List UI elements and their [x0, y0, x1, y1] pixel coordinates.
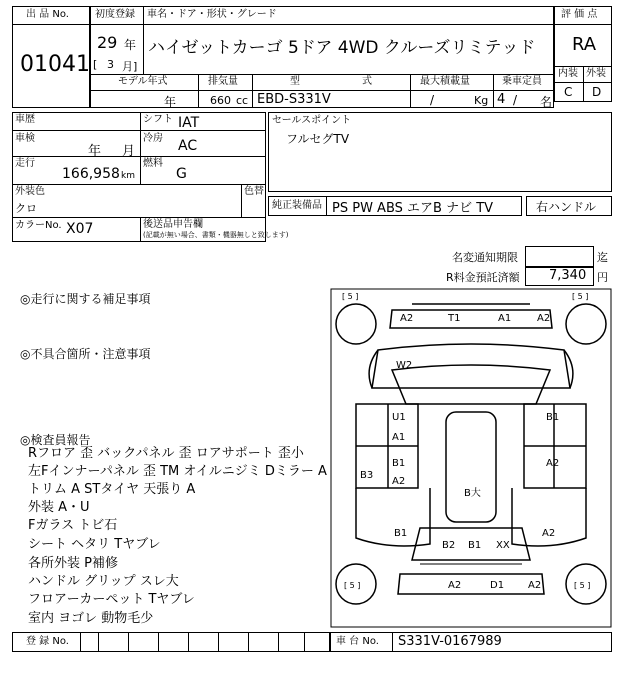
car-name-label: 車名・ドア・形状・グレード [147, 9, 277, 20]
left-side-mark: B3 [360, 470, 374, 481]
recycle-unit: 円 [597, 271, 608, 284]
capacity-unit: 名 [540, 95, 553, 109]
inspector-note-line: 各所外装 P補修 [28, 556, 118, 571]
recycle-label: R料金預託済額 [446, 271, 520, 284]
model-year-label: モデル年式 [118, 76, 168, 87]
aftermarket-note: (記載が無い場合、書類・機器無しと致します) [143, 231, 289, 239]
interior-grade: C [564, 85, 573, 99]
roof-mark: B大 [464, 488, 481, 499]
name-change-label: 名変通知期限 [452, 251, 518, 264]
front-mark: A2 [400, 313, 414, 324]
recolor-label: 色替 [244, 186, 264, 197]
capacity-label: 乗車定員 [502, 76, 542, 87]
tire-bottom-left-label: [ 5 ] [344, 581, 361, 590]
exterior-label: 外装 [586, 68, 606, 79]
front-mark: T1 [448, 313, 461, 324]
windshield-mark: W2 [396, 360, 413, 371]
rear-bumper-mark: A2 [448, 580, 462, 591]
model-code: EBD-S331V [257, 92, 331, 107]
equipment-label: 純正装備品 [272, 200, 322, 211]
history-label: 車歴 [15, 114, 35, 125]
color-number-label: カラーNo. [15, 220, 62, 231]
rear-bumper-mark: D1 [490, 580, 505, 591]
exterior-grade: D [592, 85, 602, 99]
mileage: 166,958 [62, 166, 120, 182]
rear-right-quarter-mark: A2 [542, 528, 556, 539]
sales-point-label: セールスポイント [272, 115, 352, 126]
front-mark: A2 [537, 313, 551, 324]
registration-year: 29 [97, 33, 118, 52]
front-right-door-mark: B1 [546, 412, 560, 423]
color-label: 外装色 [15, 186, 45, 197]
mileage-label: 走行 [15, 158, 35, 169]
chassis-number: S331V-0167989 [398, 634, 502, 649]
aircon-label: 冷房 [143, 133, 163, 144]
car-name: ハイゼットカーゴ 5ドア 4WD クルーズリミテッド [148, 38, 536, 58]
shift-label: シフト [143, 114, 173, 125]
max-load-unit: Kg [474, 94, 489, 107]
lot-number-label: 出 品 No. [26, 9, 69, 20]
inspector-note-line: 室内 ヨゴレ 動物毛少 [28, 611, 154, 626]
rear-door-mark: XX [496, 540, 510, 551]
rear-door-mark: B1 [468, 540, 482, 551]
inspection-month-unit: 月 [122, 144, 136, 159]
tire-top-right-label: [ 5 ] [572, 292, 589, 301]
capacity-sep: / [513, 93, 518, 107]
tire-bottom-right-label: [ 5 ] [574, 581, 591, 590]
inspector-notes-title: ◎検査員報告 [20, 433, 91, 447]
front-mark: A1 [498, 313, 512, 324]
equipment: PS PW ABS エアB ナビ TV [332, 201, 494, 216]
rear-bumper-mark: A2 [528, 580, 542, 591]
max-load-label: 最大積載量 [420, 76, 470, 87]
color: クロ [15, 202, 37, 215]
front-left-door-mark-2: A1 [392, 432, 406, 443]
defects-notes-title: ◎不具合箇所・注意事項 [20, 347, 151, 361]
fuel: G [176, 166, 187, 182]
inspector-note-line: トリム A STタイヤ 天張り A [28, 482, 196, 497]
type-label-2: 式 [362, 76, 372, 87]
inspection-year-unit: 年 [88, 144, 102, 159]
aftermarket-label: 後送品申告欄 [143, 219, 203, 230]
driving-notes-title: ◎走行に関する補足事項 [20, 292, 151, 306]
capacity: 4 [497, 92, 506, 107]
rear-door-mark: B2 [442, 540, 456, 551]
steering: 右ハンドル [536, 200, 597, 214]
tire-top-left-label: [ 5 ] [342, 292, 359, 301]
inspector-note-line: Rフロア 歪 バックパネル 歪 ロアサポート 歪小 [28, 446, 304, 461]
front-left-door-mark: U1 [392, 412, 406, 423]
type-label: 型 [290, 76, 300, 87]
displacement-label: 排気量 [208, 76, 238, 87]
recycle-value: 7,340 [549, 268, 587, 283]
displacement-unit: cc [236, 94, 249, 107]
rear-right-door-mark: A2 [546, 458, 560, 469]
max-load-sep: / [430, 93, 435, 107]
inspector-note-line: 左Fインナーパネル 歪 TM オイルニジミ Dミラー A [28, 464, 327, 479]
lot-number: 01041 [20, 52, 90, 77]
registration-month-unit: 月] [122, 60, 138, 73]
sales-point: フルセグTV [286, 132, 350, 146]
score-label: 評 価 点 [561, 9, 598, 20]
interior-label: 内装 [558, 68, 578, 79]
registration-number-label: 登 録 No. [26, 636, 69, 647]
inspector-note-line: ハンドル グリップ スレ大 [28, 574, 179, 589]
displacement: 660 [210, 94, 231, 107]
shift: IAT [178, 115, 200, 131]
registration-month-open: [ [93, 58, 98, 71]
inspection-label: 車検 [15, 133, 35, 144]
car-damage-diagram [330, 288, 612, 628]
rear-left-quarter-mark: B1 [394, 528, 408, 539]
name-change-unit: 迄 [597, 251, 608, 264]
inspector-note-line: シート ヘタリ Tヤブレ [28, 537, 161, 552]
first-registration-label: 初度登録 [95, 9, 135, 20]
fuel-label: 燃料 [143, 158, 163, 169]
car-outline [330, 288, 612, 628]
inspector-note-line: Fガラス トビ石 [28, 518, 118, 533]
aircon: AC [178, 138, 198, 154]
registration-year-unit: 年 [124, 38, 137, 52]
mileage-unit: km [121, 171, 135, 181]
model-year-unit: 年 [164, 95, 177, 109]
rear-left-door-mark: B1 [392, 458, 406, 469]
inspector-note-line: 外装 A・U [28, 500, 90, 515]
registration-month: 3 [107, 58, 114, 71]
name-change-box [525, 246, 594, 268]
rear-left-door-mark-2: A2 [392, 476, 406, 487]
chassis-number-label: 車 台 No. [336, 636, 379, 647]
score: RA [572, 34, 597, 55]
color-number: X07 [66, 221, 94, 237]
inspector-note-line: フロアーカーペット Tヤブレ [28, 592, 195, 607]
